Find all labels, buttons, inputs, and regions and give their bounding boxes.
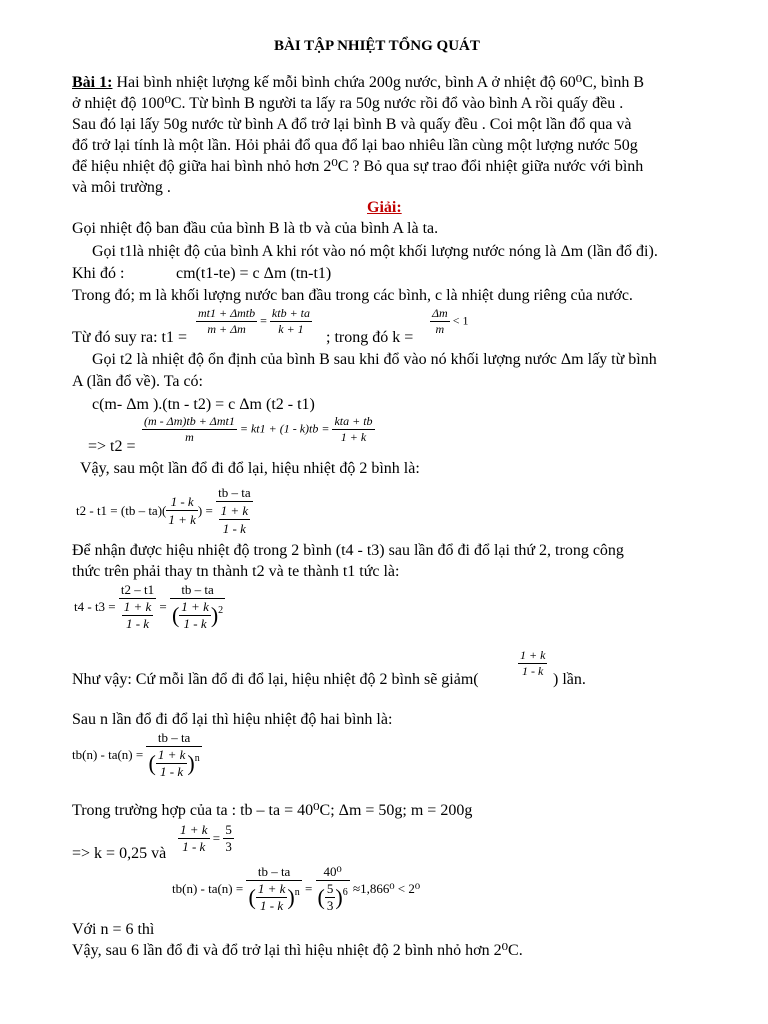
solution-line-14: Sau n lần đổ đi đổ lại thì hiệu nhiệt độ hai bình là: bbox=[72, 711, 393, 728]
fraction-numerator: mt1 + Δmtb bbox=[198, 306, 256, 320]
inner-fraction bbox=[219, 502, 251, 537]
equals-sign: = bbox=[212, 830, 221, 846]
solution-heading: Giải: bbox=[367, 199, 402, 216]
fraction-denominator: ( $\frac{1 + k}{1 - k}$ )$^2$ bbox=[171, 599, 224, 631]
equation-heat-balance: cm(t1-te) = c Δm (tn-t1) bbox=[176, 265, 332, 282]
fraction-a bbox=[119, 582, 156, 632]
fraction-denominator: 1 - k bbox=[182, 839, 206, 854]
difference-formula-2: t4 - t3 = $\frac{t2 - t1}{\frac{1 + k}{1 - k}}$ = tb – ta ( $\frac{1 + k}{1 - k}$ )$^2$ bbox=[74, 582, 224, 631]
difference-formula-n bbox=[72, 730, 202, 780]
t2-middle-expression: = kt1 + (1 - k)tb = bbox=[239, 421, 330, 436]
fraction-numerator: 1 + k bbox=[180, 822, 208, 837]
fraction-denominator: ( $\frac{1 + k}{1 - k}$ )$^n$ bbox=[248, 881, 300, 913]
inner-fraction bbox=[156, 747, 188, 780]
fraction-denominator: 1 - k bbox=[183, 616, 207, 631]
problem-text: Hai bình nhiệt lượng kế mỗi bình chứa 200g nước, bình A ở nhiệt độ 60⁰C, bình B bbox=[112, 74, 645, 91]
problem-line-1 bbox=[72, 73, 644, 93]
problem-line-5: để hiệu nhiệt độ giữa hai bình nhỏ hơn 2⁰C ? Bỏ qua sự trao đổi nhiệt giữa nước với bình bbox=[72, 158, 644, 175]
inner-fraction bbox=[256, 881, 288, 914]
problem-line-4: đổ trở lại tính là một lần. Hỏi phải đổ qua đổ lại bao nhiêu lần cùng một lượng nước 50g bbox=[72, 137, 638, 154]
exponent: n bbox=[194, 753, 200, 765]
fraction-numerator: 5 bbox=[225, 822, 232, 837]
difference-lhs: tb(n) - ta(n) = bbox=[72, 747, 144, 762]
fraction-numerator: tb – ta bbox=[218, 485, 251, 500]
fraction-denominator: 1 - k bbox=[260, 898, 284, 913]
k-fraction bbox=[430, 306, 450, 337]
t2-label: => t2 = bbox=[88, 438, 136, 455]
solution-line-3-label: Khi đó : bbox=[72, 265, 125, 282]
ratio-formula bbox=[518, 648, 547, 679]
nested-fraction bbox=[216, 484, 253, 537]
problem-label: Bài 1: bbox=[72, 74, 113, 91]
fraction-numerator: tb – ta bbox=[170, 582, 225, 599]
inner-fraction bbox=[325, 881, 336, 914]
fraction-numerator: (m - Δm)tb + Δmt1 bbox=[144, 414, 235, 428]
fraction-numerator: 1 + k bbox=[123, 599, 152, 614]
solution-line-15: Trong trường hợp của ta : tb – ta = 40⁰C; Δm = 50g; m = 200g bbox=[72, 802, 473, 819]
fraction-denominator: 1 - k bbox=[160, 764, 184, 779]
exponent: 2 bbox=[218, 605, 224, 617]
ratio-fraction bbox=[518, 648, 547, 679]
solution-line-12: thức trên phải thay tn thành t2 và te thành t1 tức là: bbox=[72, 563, 400, 580]
fraction-numerator: tb – ta bbox=[246, 864, 301, 881]
k-ratio-formula bbox=[178, 822, 234, 855]
inner-fraction bbox=[122, 599, 154, 632]
fraction-numerator: ktb + ta bbox=[271, 306, 311, 320]
difference-lhs: tb(n) - ta(n) = bbox=[172, 881, 244, 896]
k-definition bbox=[430, 306, 469, 337]
difference-mid: ) = bbox=[197, 503, 213, 518]
solution-line-11: Để nhận được hiệu nhiệt độ trong 2 bình (t4 - t3) sau lần đổ đi đổ lại thứ 2, trong công bbox=[72, 542, 624, 559]
fraction-b bbox=[170, 582, 225, 632]
fraction-denominator: 1 + k bbox=[168, 512, 196, 527]
solution-line-17: Với n = 6 thì bbox=[72, 921, 155, 938]
fraction-denominator bbox=[216, 502, 253, 537]
solution-line-16: => k = 0,25 và bbox=[72, 845, 167, 862]
solution-line-10: Vậy, sau một lần đổ đi đổ lại, hiệu nhiệt độ 2 bình là: bbox=[80, 460, 420, 477]
solution-line-13-end: ) lần. bbox=[553, 671, 586, 688]
problem-line-2: ở nhiệt độ 100⁰C. Từ bình B người ta lấy ra 50g nước rồi đổ vào bình A rồi quấy đều . bbox=[72, 95, 624, 112]
t1-fraction-1 bbox=[196, 306, 257, 337]
ratio-fraction bbox=[166, 493, 198, 528]
difference-lhs: t4 - t3 = bbox=[74, 599, 116, 614]
solution-line-7: A (lần đổ về). Ta có: bbox=[72, 373, 203, 390]
fraction-numerator: Δm bbox=[432, 306, 448, 320]
fraction-denominator: m bbox=[185, 430, 194, 444]
difference-formula-1 bbox=[76, 484, 253, 537]
fraction-denominator: 3 bbox=[326, 898, 334, 913]
fraction-numerator: tb – ta bbox=[146, 730, 201, 747]
fraction-denominator: k + 1 bbox=[278, 322, 304, 336]
t1-formula: $\frac{\text{mt1 + Δmtb}}{m + \Delta m}$ = $\frac{\text{ktb + ta}}{k + 1}$ bbox=[198, 306, 311, 336]
fraction-denominator: m bbox=[435, 322, 445, 336]
final-fraction-numeric bbox=[316, 864, 350, 914]
solution-line-4: Trong đó; m là khối lượng nước ban đầu trong các bình, c là nhiệt dung riêng của nước. bbox=[72, 287, 633, 304]
fraction-denominator: 1 - k bbox=[522, 664, 544, 678]
fraction-numerator: 1 + k bbox=[157, 747, 186, 762]
fraction-denominator: m + Δm bbox=[207, 322, 246, 336]
document-title: BÀI TẬP NHIỆT TỔNG QUÁT bbox=[274, 38, 480, 54]
fraction-denominator: ( $\frac{1 + k}{1 - k}$ )$^n$ bbox=[148, 747, 200, 779]
fraction-numerator: 1 + k bbox=[220, 503, 249, 518]
t1-label: Từ đó suy ra: t1 = bbox=[72, 329, 188, 346]
solution-line-1: Gọi nhiệt độ ban đầu của bình B là tb và của bình A là ta. bbox=[72, 220, 439, 237]
t2-formula bbox=[142, 414, 375, 445]
t1-fraction-2 bbox=[270, 306, 312, 337]
fraction-numerator: 5 bbox=[326, 881, 334, 896]
k-value-fraction bbox=[223, 822, 234, 855]
fraction-numerator: t2 – t1 bbox=[120, 582, 155, 597]
solution-line-18: Vậy, sau 6 lần đổ đi và đổ trở lại thì hiệu nhiệt độ 2 bình nhỏ hơn 2⁰C. bbox=[72, 942, 523, 959]
fraction-denominator: ( $\frac{5}{3}$ )$^6$ bbox=[317, 881, 348, 913]
fraction-numerator: 1 + k bbox=[257, 881, 286, 896]
difference-lhs: t2 - t1 = (tb – ta)( bbox=[76, 503, 167, 518]
fraction-denominator: 1 - k bbox=[125, 616, 150, 631]
solution-line-13-label: Như vậy: Cứ mỗi lần đổ đi đổ lại, hiệu nhiệt độ 2 bình sẽ giảm( bbox=[72, 671, 479, 688]
k-ratio-fraction bbox=[178, 822, 210, 855]
final-result: ≈1,866⁰ < 2⁰ bbox=[352, 881, 421, 896]
exponent: n bbox=[294, 887, 300, 899]
fraction-numerator: 1 + k bbox=[181, 599, 209, 614]
t2-fraction-1 bbox=[142, 414, 237, 445]
fraction-denominator bbox=[119, 599, 156, 632]
exponent: 6 bbox=[342, 887, 348, 899]
t2-fraction-2 bbox=[332, 414, 374, 445]
fraction-numerator: 1 + k bbox=[520, 648, 546, 662]
k-condition: < 1 bbox=[452, 313, 469, 328]
fraction-denominator: 1 - k bbox=[222, 521, 246, 536]
fraction-denominator: 1 + k bbox=[340, 430, 367, 444]
fraction-numerator: 1 - k bbox=[166, 493, 198, 511]
final-formula: tb(n) - ta(n) = tb – ta ( $\frac{1 + k}{1 - k}$ )$^n$ = 40⁰ ( $\frac{5}{3}$ )$^6$ ≈1,866⁰ < 2⁰ bbox=[172, 864, 421, 913]
fraction-numerator: kta + tb bbox=[334, 414, 373, 428]
fraction-numerator: 40⁰ bbox=[316, 864, 350, 881]
k-definition-label: ; trong đó k = bbox=[326, 329, 414, 346]
final-fraction bbox=[246, 864, 301, 914]
problem-line-6: và môi trường . bbox=[72, 179, 171, 196]
fraction-denominator: 3 bbox=[225, 839, 232, 854]
inner-fraction bbox=[179, 599, 211, 632]
solution-line-6: Gọi t2 là nhiệt độ ổn định của bình B sau khi đổ vào nó khối lượng nước Δm lấy từ bình bbox=[92, 351, 657, 368]
fraction-n bbox=[146, 730, 201, 780]
equation-reverse-pour: c(m- Δm ).(tn - t2) = c Δm (t2 - t1) bbox=[92, 396, 315, 413]
problem-line-3: Sau đó lại lấy 50g nước từ bình A đổ trở lại bình B và quấy đều . Coi một lần đổ qua và bbox=[72, 116, 632, 133]
solution-line-2: Gọi t1là nhiệt độ của bình A khi rót vào nó một khối lượng nước nóng là Δm (lần đổ đi). bbox=[92, 243, 658, 260]
